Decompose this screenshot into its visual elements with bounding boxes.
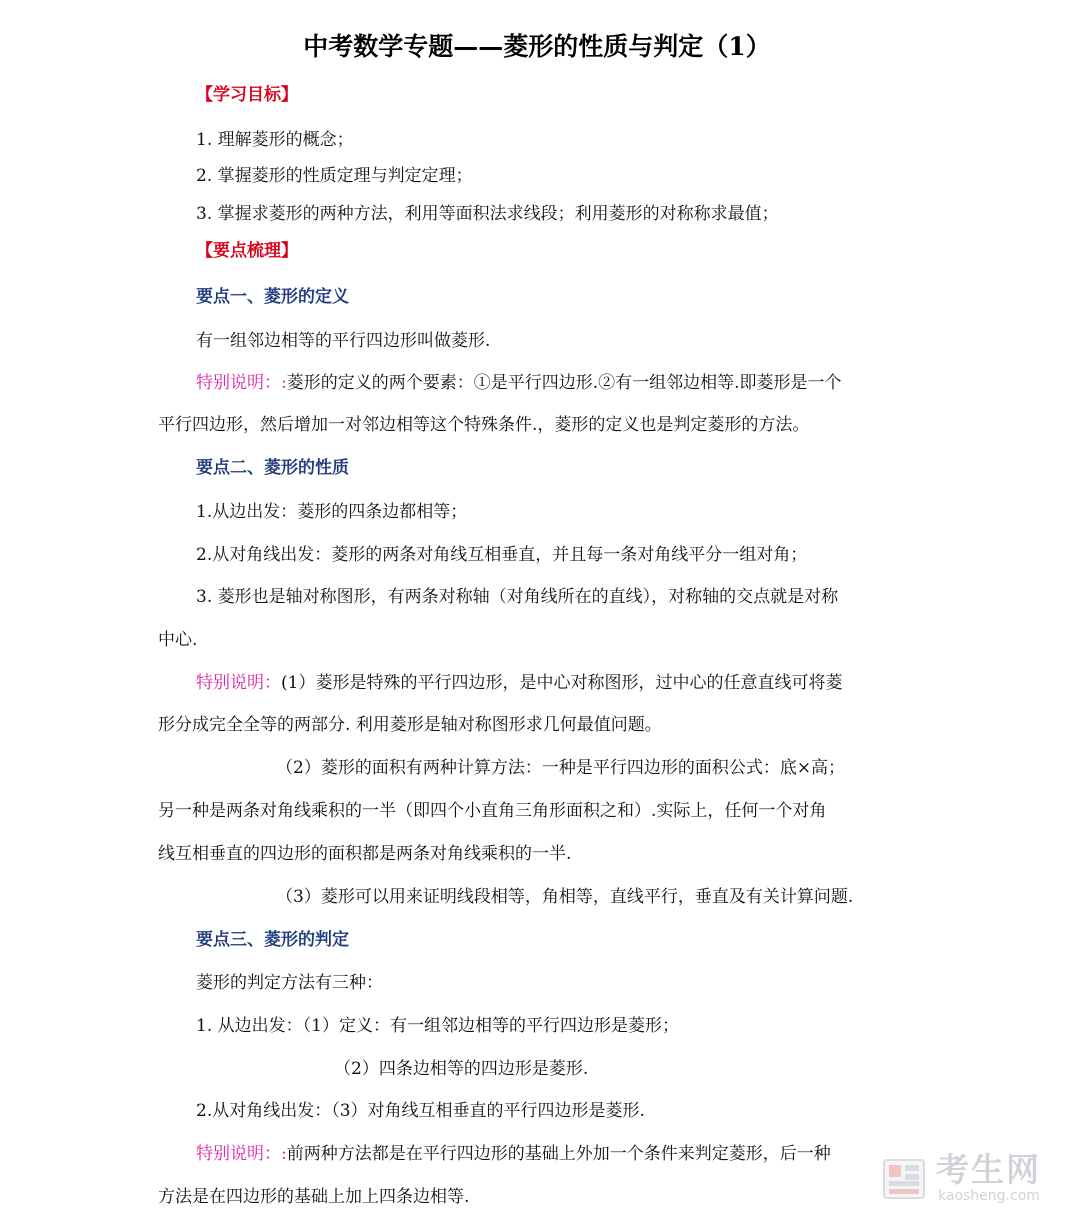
point3-note-line1 [196, 1143, 831, 1165]
point2-heading: 要点二、菱形的性质 [196, 458, 349, 478]
point3-item1: 1. 从边出发：（1）定义：有一组邻边相等的平行四边形是菱形； [196, 1016, 679, 1036]
note-label: 特别说明：: [196, 373, 287, 393]
point2-note1-line2: 形分成完全全等的两部分. 利用菱形是轴对称图形求几何最值问题。 [158, 715, 662, 735]
note-label: 特别说明： [196, 673, 281, 693]
point2-item3-line2: 中心. [158, 630, 198, 650]
objective-item-1: 1. 理解菱形的概念； [196, 130, 354, 150]
point1-note-line1 [196, 372, 842, 394]
point3-intro: 菱形的判定方法有三种： [196, 973, 383, 993]
watermark-domain: kaosheng.com [938, 1188, 1040, 1204]
point1-definition: 有一组邻边相等的平行四边形叫做菱形. [196, 331, 491, 351]
key-points-tag: 【要点梳理】 [196, 241, 298, 261]
watermark-name: 考生网 [936, 1150, 1041, 1189]
kaosheng-logo-icon [880, 1154, 928, 1202]
point1-heading: 要点一、菱形的定义 [196, 287, 349, 307]
objective-item-3: 3. 掌握求菱形的两种方法，利用等面积法求线段；利用菱形的对称称求最值； [196, 204, 779, 224]
note-text: 前两种方法都是在平行四边形的基础上外加一个条件来判定菱形，后一种 [286, 1144, 831, 1164]
point1-note-line2: 平行四边形，然后增加一对邻边相等这个特殊条件.，菱形的定义也是判定菱形的方法。 [158, 415, 810, 435]
note-label: 特别说明：: [196, 1144, 287, 1164]
point2-note2-line1: （2）菱形的面积有两种计算方法：一种是平行四边形的面积公式：底×高； [276, 758, 846, 778]
point3-note-line2: 方法是在四边形的基础上加上四条边相等. [158, 1187, 470, 1207]
point2-item3-line1: 3. 菱形也是轴对称图形，有两条对称轴（对角线所在的直线），对称轴的交点就是对称 [196, 587, 839, 607]
objective-item-2: 2. 掌握菱形的性质定理与判定定理； [196, 166, 473, 186]
point3-item2: 2.从对角线出发：（3）对角线互相垂直的平行四边形是菱形. [196, 1101, 645, 1121]
point2-note3: （3）菱形可以用来证明线段相等，角相等，直线平行，垂直及有关计算问题. [276, 887, 854, 907]
point2-note2-line2: 另一种是两条对角线乘积的一半（即四个小直角三角形面积之和）.实际上，任何一个对角 [158, 801, 827, 821]
page-title: 中考数学专题——菱形的性质与判定（1） [303, 32, 771, 61]
kaosheng-watermark [880, 1150, 1060, 1210]
point3-item1b: （2）四条边相等的四边形是菱形. [334, 1059, 589, 1079]
point2-item1: 1.从边出发：菱形的四条边都相等； [196, 502, 468, 522]
point2-item2: 2.从对角线出发：菱形的两条对角线互相垂直，并且每一条对角线平分一组对角； [196, 545, 808, 565]
point3-heading: 要点三、菱形的判定 [196, 930, 349, 950]
point2-note2-line3: 线互相垂直的四边形的面积都是两条对角线乘积的一半. [158, 844, 572, 864]
note-text: (1）菱形是特殊的平行四边形，是中心对称图形，过中心的任意直线可将菱 [281, 673, 843, 693]
note-text: 菱形的定义的两个要素：①是平行四边形.②有一组邻边相等.即菱形是一个 [286, 373, 842, 393]
point2-note1-line1 [196, 672, 842, 694]
learning-objectives-tag: 【学习目标】 [196, 85, 298, 105]
